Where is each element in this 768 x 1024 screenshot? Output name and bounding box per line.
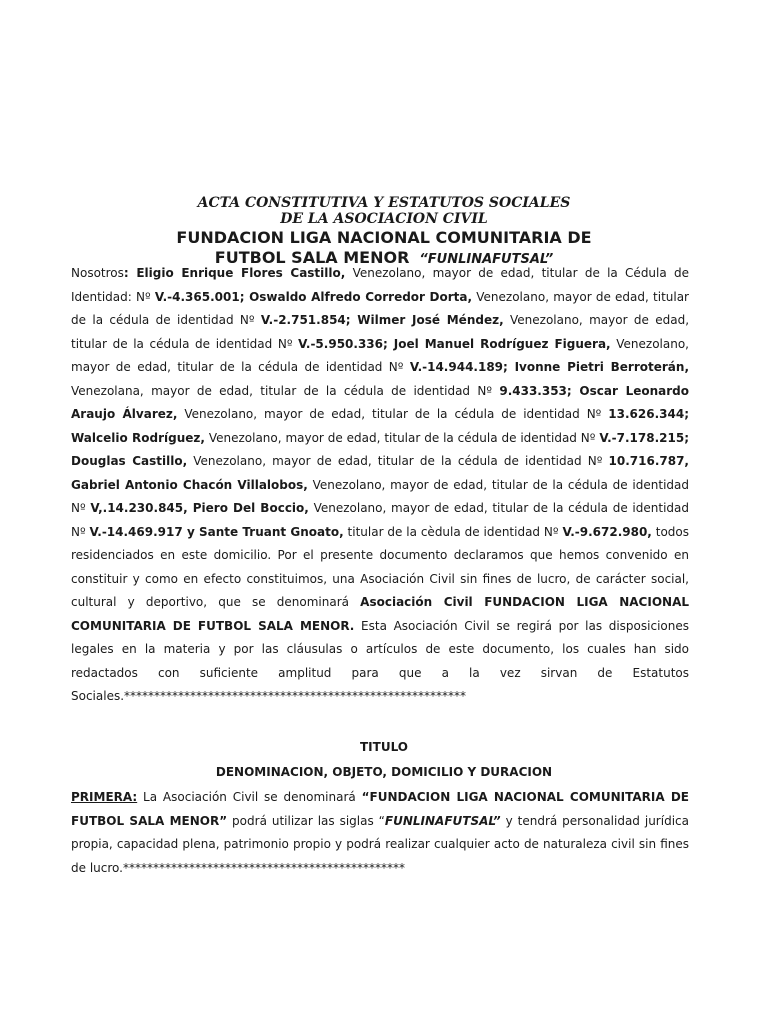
- primera-text: podrá utilizar las siglas “: [227, 813, 385, 828]
- heading-line-1: ACTA CONSTITUTIVA Y ESTATUTOS SOCIALES: [197, 195, 571, 211]
- intro-bold: 13.626.344; Walcelio Rodríguez,: [71, 407, 689, 445]
- intro-text: Venezolano, mayor de edad, titular de la cédula de identidad Nº: [187, 454, 609, 468]
- primera-paragraph: [71, 786, 689, 880]
- intro-bold: Asociación Civil FUNDACION LIGA NACIONAL COMUNITARIA DE FUTBOL SALA MENOR.: [71, 595, 690, 633]
- intro-bold: V,.14.230.845, Piero Del Boccio,: [90, 501, 309, 515]
- intro-text: Nosotros: [71, 266, 124, 280]
- titulo-label: TITULO: [360, 740, 408, 754]
- intro-text: Venezolana, mayor de edad, titular de la cédula de identidad Nº: [71, 383, 500, 398]
- heading-title: FUTBOL SALA MENOR: [214, 248, 410, 267]
- intro-text: Venezolano, mayor de edad, titular de la cédula de identidad Nº: [204, 430, 600, 445]
- heading-line-3: FUNDACION LIGA NACIONAL COMUNITARIA DE: [176, 228, 592, 247]
- intro-bold: V.-5.950.336; Joel Manuel Rodríguez Figuera,: [298, 336, 611, 351]
- intro-bold: V.-2.751.854; Wilmer José Méndez,: [260, 313, 504, 327]
- intro-bold: V.-7.178.215; Douglas Castillo,: [71, 430, 689, 468]
- primera-label: PRIMERA:: [71, 790, 138, 804]
- intro-bold: V.-14.944.189; Ivonne Pietri Berroterán,: [409, 360, 689, 374]
- intro-text: Venezolano, mayor de edad, titular de la cédula de identidad Nº: [71, 313, 690, 351]
- intro-text: Venezolano, mayor de edad, titular de la cédula de identidad Nº: [71, 501, 690, 539]
- intro-bold: V.-14.469.917 y Sante Truant Gnoato,: [89, 524, 344, 539]
- intro-text: Venezolano, mayor de edad, titular de la cédula de identidad Nº: [71, 289, 689, 327]
- intro-text: Venezolano, mayor de edad, titular de la cédula de identidad Nº: [71, 477, 689, 515]
- intro-bold: : Eligio Enrique Flores Castillo,: [123, 266, 346, 280]
- heading-acronym: “FUNLINAFUTSAL”: [419, 252, 554, 267]
- intro-paragraph: [71, 262, 689, 709]
- intro-bold: V.-4.365.001; Oswaldo Alfredo Corredor Dorta,: [154, 289, 473, 304]
- primera-text: La Asociación Civil se denominará: [137, 790, 362, 804]
- intro-text: Esta Asociación Civil se regirá por las disposiciones legales en la materia y por las cláusulas o artículos de este documento, los cuales han sido redactados con suficiente amplitud para que a la vez sirvan de Estatutos Sociales.*********************************************************: [71, 618, 689, 703]
- primera-name: “FUNDACION LIGA NACIONAL COMUNITARIA DE FUTBOL SALA MENOR”: [71, 790, 689, 828]
- intro-text: todos residenciados en este domicilio. Por el presente documento declaramos que hemos convenido en constituir y como en efecto constituimos, una Asociación Civil sin fines de lucro, de carácter social, cultural y deportivo, que se denominará: [71, 524, 689, 609]
- intro-bold: 9.433.353; Oscar Leonardo Araujo Álvarez,: [71, 383, 689, 421]
- intro-text: Venezolano, mayor de edad, titular de la Cédula de Identidad: Nº: [71, 266, 689, 304]
- heading-line-2: DE LA ASOCIACION CIVIL: [280, 211, 488, 227]
- intro-bold: 10.716.787, Gabriel Antonio Chacón Villalobos,: [71, 454, 689, 492]
- titulo-subtitle: DENOMINACION, OBJETO, DOMICILIO Y DURACION: [215, 765, 553, 779]
- intro-text: titular de la cèdula de identidad Nº: [343, 524, 563, 539]
- primera-text: y tendrá personalidad jurídica propia, capacidad plena, patrimonio propio y podrá realizar cualquier acto de naturaleza civil sin fines de lucro.***********************************************: [71, 813, 689, 875]
- intro-text: Venezolano, mayor de edad, titular de la cédula de identidad Nº: [71, 336, 689, 374]
- intro-text: Venezolano, mayor de edad, titular de la cédula de identidad Nº: [177, 407, 609, 421]
- primera-acronym: FUNLINAFUTSAL”: [384, 813, 501, 828]
- intro-bold: V.-9.672.980,: [562, 524, 652, 539]
